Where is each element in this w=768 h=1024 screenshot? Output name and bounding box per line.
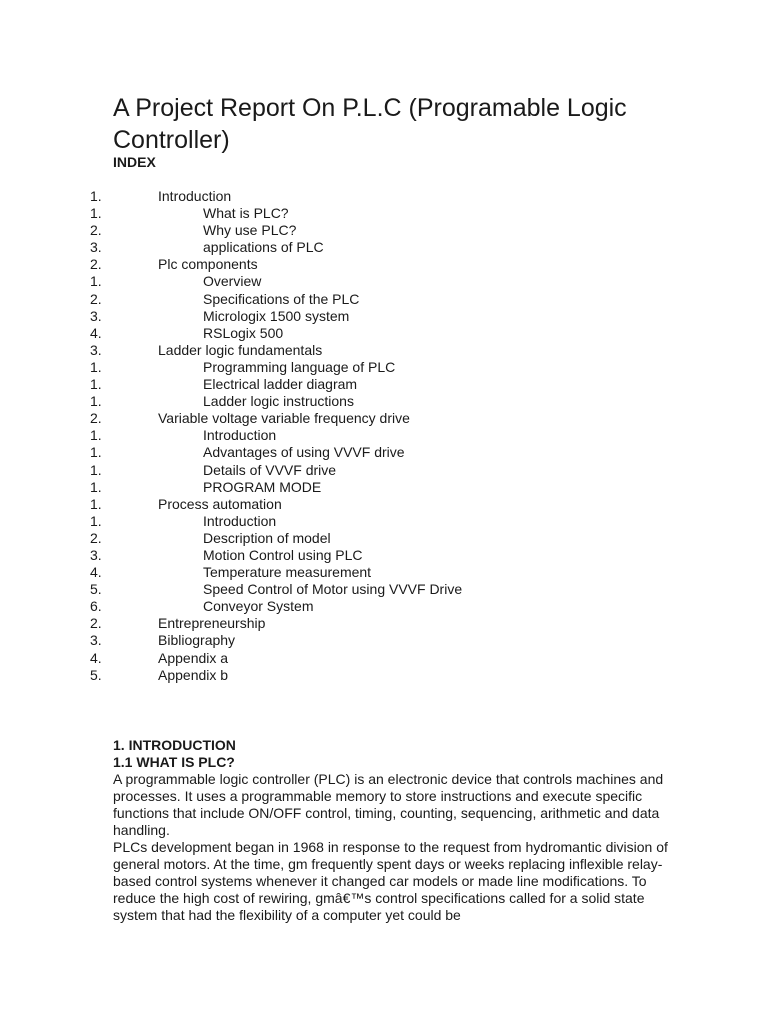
toc-item — [0, 581, 768, 598]
toc-item-label: Variable voltage variable frequency drive — [158, 410, 410, 427]
toc-item-number: 1. — [90, 444, 102, 461]
toc-item — [0, 667, 768, 684]
toc-item-number: 3. — [90, 307, 102, 324]
section-heading: 1. INTRODUCTION — [113, 737, 236, 753]
toc-item-number: 3. — [90, 546, 102, 563]
toc-item — [0, 615, 768, 632]
toc-item-number: 6. — [90, 598, 102, 615]
toc-item-number: 4. — [90, 324, 102, 341]
toc-item-number: 4. — [90, 564, 102, 581]
toc-item-label: Ladder logic instructions — [203, 393, 354, 410]
toc-item — [0, 427, 768, 444]
toc-item-label: Introduction — [203, 512, 277, 529]
paragraph: PLCs development began in 1968 in response to the request from hydromantic division of general motors. At the time, gm frequently spent days or weeks replacing inflexible relay-based control systems whenever it changed car models or made line modifications. To reduce the high cost of rewiring, gmâ€™s control specifications called for a solid state system that had the flexibility of a computer yet could be — [113, 839, 668, 923]
toc-item-label: Bibliography — [158, 632, 236, 649]
toc-item-label: Introduction — [203, 427, 277, 444]
toc-item-number: 1. — [90, 273, 102, 290]
toc-item-label: Programming language of PLC — [203, 358, 396, 375]
toc-item-label: Electrical ladder diagram — [203, 376, 358, 393]
toc-item-number: 3. — [90, 239, 102, 256]
toc-item — [0, 444, 768, 461]
toc-item-number: 3. — [90, 341, 102, 358]
toc-item-number: 1. — [90, 512, 102, 529]
toc-item-number: 1. — [90, 188, 102, 204]
toc-item — [0, 376, 768, 393]
toc-item-label: Process automation — [158, 495, 282, 512]
toc-item — [0, 222, 768, 239]
subsection-heading: 1.1 WHAT IS PLC? — [113, 754, 235, 770]
toc-item-label: What is PLC? — [203, 205, 289, 222]
toc-item-label: Micrologix 1500 system — [203, 307, 350, 324]
toc-item — [0, 650, 768, 667]
toc-item-number: 2. — [90, 529, 102, 546]
toc-item — [0, 598, 768, 615]
toc-item — [0, 273, 768, 290]
toc-item-label: Appendix a — [158, 649, 229, 666]
toc-item-label: Motion Control using PLC — [203, 546, 363, 563]
paragraph: A programmable logic controller (PLC) is an electronic device that controls machines and processes. It uses a programmable memory to store instructions and execute specific functions that include ON/OFF control, timing, counting, sequencing, arithmetic and data handling. — [113, 771, 664, 838]
toc-item-number: 1. — [90, 376, 102, 393]
toc-item-number: 1. — [90, 427, 102, 444]
toc-item-label: Description of model — [203, 529, 331, 546]
toc-item-number: 1. — [90, 205, 102, 222]
toc-item-label: PROGRAM MODE — [203, 478, 322, 495]
toc-item — [0, 188, 768, 205]
toc-item-number: 1. — [90, 393, 102, 410]
toc-item-label: Details of VVVF drive — [203, 461, 337, 478]
toc-item — [0, 393, 768, 410]
toc-item — [0, 564, 768, 581]
toc-item — [0, 308, 768, 325]
toc-item-label: Introduction — [158, 188, 232, 204]
toc-item — [0, 205, 768, 222]
toc-item-label: Plc components — [158, 256, 258, 273]
toc-item-number: 2. — [90, 615, 102, 632]
toc-item-number: 2. — [90, 290, 102, 307]
toc-item-number: 2. — [90, 256, 102, 273]
toc-item-number: 3. — [90, 632, 102, 649]
toc-item-label: Appendix b — [158, 666, 229, 683]
document-title: A Project Report On P.L.C (Programable Logic Controller) — [113, 94, 627, 154]
toc-item — [0, 239, 768, 256]
toc-item-number: 1. — [90, 461, 102, 478]
toc-item-number: 2. — [90, 222, 102, 239]
toc-item-label: RSLogix 500 — [203, 324, 284, 341]
introduction-section — [113, 737, 673, 924]
toc-item-number: 5. — [90, 666, 102, 683]
toc-item — [0, 359, 768, 376]
toc-item-label: Specifications of the PLC — [203, 290, 360, 307]
toc-item — [0, 530, 768, 547]
toc-item-number: 4. — [90, 649, 102, 666]
toc-item-number: 5. — [90, 581, 102, 598]
toc-item-label: Why use PLC? — [203, 222, 297, 239]
toc-item — [0, 496, 768, 513]
toc-item-number: 1. — [90, 495, 102, 512]
toc-item — [0, 632, 768, 649]
toc-item — [0, 547, 768, 564]
toc-item — [0, 513, 768, 530]
toc-item — [0, 325, 768, 342]
toc-item-label: Speed Control of Motor using VVVF Drive — [203, 581, 463, 598]
toc-item — [0, 256, 768, 273]
index-heading: INDEX — [113, 154, 156, 170]
toc-item-number: 2. — [90, 410, 102, 427]
toc-item-label: Overview — [203, 273, 262, 290]
toc-item-label: Temperature measurement — [203, 564, 372, 581]
toc-item — [0, 291, 768, 308]
toc-item-label: Advantages of using VVVF drive — [203, 444, 405, 461]
toc-item — [0, 462, 768, 479]
toc-item — [0, 479, 768, 496]
toc-item-number: 1. — [90, 358, 102, 375]
toc-item — [0, 342, 768, 359]
toc-item-label: Ladder logic fundamentals — [158, 341, 323, 358]
toc-item — [0, 410, 768, 427]
toc-item-label: Conveyor System — [203, 598, 314, 615]
toc-item-label: Entrepreneurship — [158, 615, 266, 632]
table-of-contents — [0, 188, 768, 684]
toc-item-number: 1. — [90, 478, 102, 495]
toc-item-label: applications of PLC — [203, 239, 324, 256]
